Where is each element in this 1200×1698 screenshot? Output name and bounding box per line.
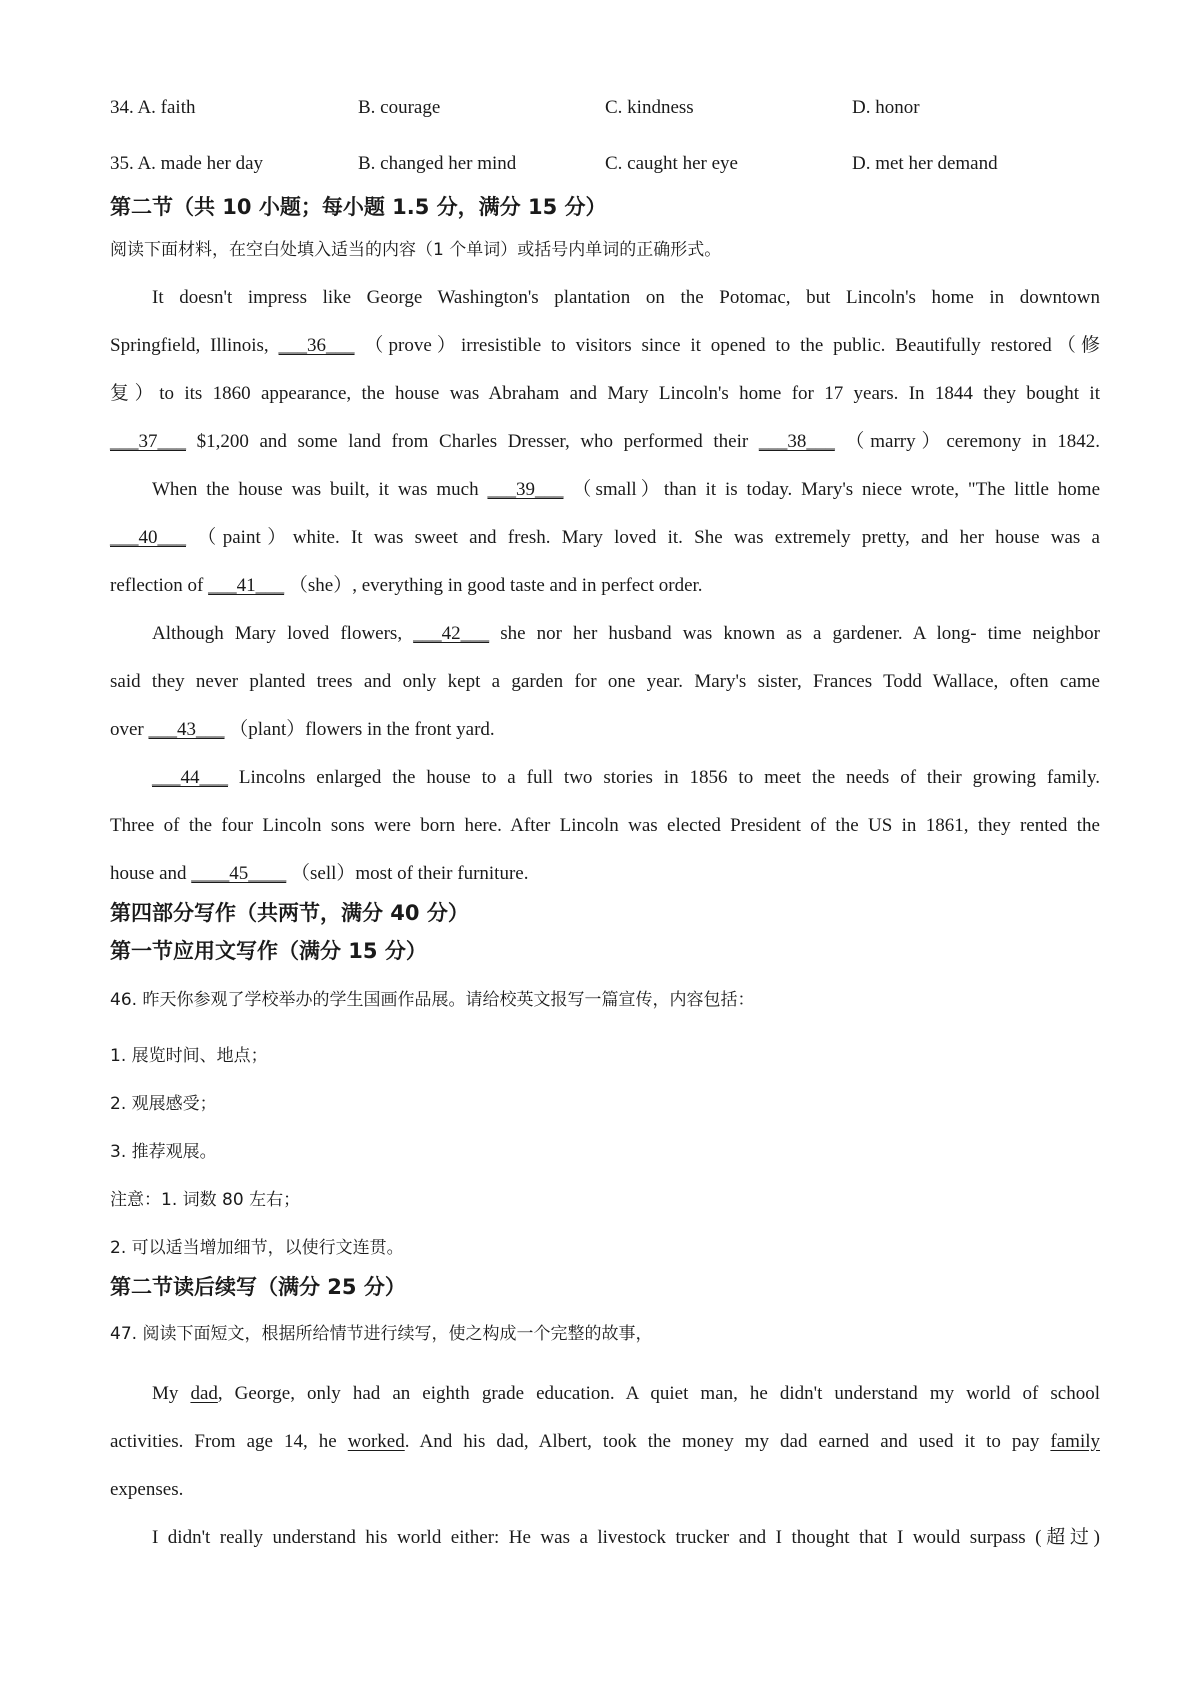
- passage-p2-line2: ___40___ （paint）white. It was sweet and fresh. Mary loved it. She was extremely pretty, and her house was a: [110, 527, 1100, 548]
- q46-item-1: 1. 展览时间、地点；: [110, 1046, 268, 1066]
- passage-p2-line1: When the house was built, it was much ___39___ （small）than it is today. Mary's niece wrote, "The little home: [152, 479, 1100, 500]
- blank-37: ___37___: [110, 431, 186, 452]
- passage-p1-line3: 复）to its 1860 appearance, the house was Abraham and Mary Lincoln's home for 17 years. In 1844 they bought it: [110, 383, 1100, 404]
- passage-p3-line1: Although Mary loved flowers, ___42___ she nor her husband was known as a gardener. A long- time neighbor: [152, 623, 1100, 644]
- underlined-word-family: family: [1050, 1431, 1101, 1452]
- blank-44: ___44___: [152, 767, 228, 788]
- passage-p3-line3: over ___43___ （plant）flowers in the front yard.: [110, 719, 495, 740]
- q34-option-d: D. honor: [852, 97, 920, 118]
- q47-prompt: 47. 阅读下面短文，根据所给情节进行续写，使之构成一个完整的故事，: [110, 1324, 653, 1344]
- passage-p4-line1: ___44___ Lincolns enlarged the house to a full two stories in 1856 to meet the needs of their growing family.: [152, 767, 1100, 788]
- q46-item-2: 2. 观展感受；: [110, 1094, 217, 1114]
- q35-option-b: B. changed her mind: [358, 153, 517, 174]
- q34-option-a: 34. A. faith: [110, 97, 196, 118]
- story-line2: activities. From age 14, he worked. And his dad, Albert, took the money my dad earned and used it to pay family: [110, 1431, 1101, 1452]
- q46-note: 注意：1. 词数 80 左右；: [110, 1190, 301, 1210]
- q35-option-d: D. met her demand: [852, 153, 998, 174]
- blank-39: ___39___: [487, 479, 564, 500]
- q35-option-a: 35. A. made her day: [110, 153, 264, 174]
- blank-41: ___41___: [208, 575, 285, 596]
- part4-section2-heading: 第二节读后续写（满分 25 分）: [110, 1275, 406, 1299]
- passage-p1-line4: ___37___ $1,200 and some land from Charles Dresser, who performed their ___38___ （marry）ceremony in 1842.: [110, 431, 1100, 452]
- section2-heading: 第二节（共 10 小题；每小题 1.5 分，满分 15 分）: [110, 195, 607, 219]
- blank-36: ___36___: [278, 335, 355, 356]
- q46-prompt: 46. 昨天你参观了学校举办的学生国画作品展。请给校英文报写一篇宣传，内容包括：: [110, 990, 755, 1010]
- passage-p4-line3: house and ____45____ （sell）most of their furniture.: [110, 863, 529, 884]
- q46-note-2: 2. 可以适当增加细节，以使行文连贯。: [110, 1238, 404, 1258]
- part4-section1-heading: 第一节应用文写作（满分 15 分）: [110, 939, 427, 963]
- q46-item-3: 3. 推荐观展。: [110, 1142, 217, 1162]
- story-line3: expenses.: [110, 1479, 184, 1500]
- section2-instruction: 阅读下面材料，在空白处填入适当的内容（1 个单词）或括号内单词的正确形式。: [110, 240, 722, 260]
- blank-42: ___42___: [413, 623, 490, 644]
- q34-option-c: C. kindness: [605, 97, 694, 118]
- blank-45: ____45____: [191, 863, 287, 884]
- passage-p2-line3: reflection of ___41___ （she）, everything in good taste and in perfect order.: [110, 575, 703, 596]
- passage-p1-line2: Springfield, Illinois, ___36___ （prove）irresistible to visitors since it opened to the public. Beautifully restored（修: [110, 335, 1100, 356]
- underlined-word-worked: worked: [347, 1431, 405, 1452]
- q35-option-c: C. caught her eye: [605, 153, 738, 174]
- q34-option-b: B. courage: [358, 97, 441, 118]
- passage-p4-line2: Three of the four Lincoln sons were born here. After Lincoln was elected President of the US in 1861, they rented the: [110, 815, 1100, 836]
- blank-38: ___38___: [758, 431, 835, 452]
- story-line4: I didn't really understand his world either: He was a livestock trucker and I thought that I would surpass (超过): [152, 1527, 1100, 1548]
- blank-43: ___43___: [148, 719, 225, 740]
- underlined-word-dad: dad: [190, 1383, 218, 1404]
- passage-p1-line1: It doesn't impress like George Washington's plantation on the Potomac, but Lincoln's home in downtown: [152, 287, 1100, 308]
- part4-heading: 第四部分写作（共两节，满分 40 分）: [110, 901, 469, 925]
- blank-40: ___40___: [110, 527, 186, 548]
- passage-p3-line2: said they never planted trees and only kept a garden for one year. Mary's sister, Frances Todd Wallace, often came: [110, 671, 1100, 692]
- story-line1: My dad, George, only had an eighth grade education. A quiet man, he didn't understand my world of school: [152, 1383, 1100, 1404]
